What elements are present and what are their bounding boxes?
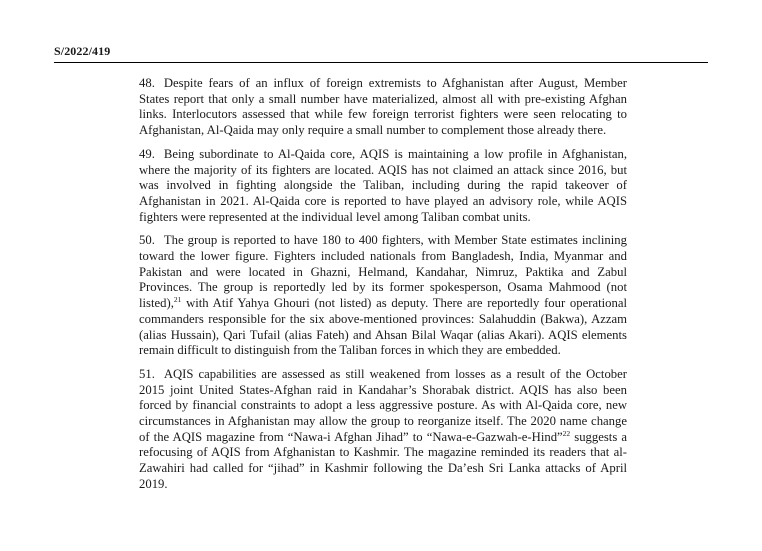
paragraph-text: suggests a refocusing of AQIS from Afghanistan to Kashmir. The magazine reminded its readers that al-Zawahiri had called for “jihad” in Kashmir following the Da’esh Sri Lanka attacks of April 2019. <box>139 429 627 491</box>
footnote-marker[interactable]: 22 <box>562 428 571 438</box>
paragraph-51 <box>139 367 627 493</box>
paragraph-number: 51. <box>139 366 155 381</box>
paragraph-number: 48. <box>139 76 155 90</box>
paragraph-50 <box>139 233 627 359</box>
paragraph-number: 50. <box>139 233 155 248</box>
paragraph-49 <box>139 147 627 226</box>
header-rule <box>54 62 708 63</box>
paragraph-text: Being subordinate to Al-Qaida core, AQIS is maintaining a low profile in Afghanistan, where the majority of its fighters are located. AQIS has not claimed an attack since 2016, but was involved in fighting alongside the Taliban, including during the rapid takeover of Afghanistan in 2021. Al-Qaida core is reported to have played an advisory role, while AQIS fighters were represented at the individual level among Taliban combat units. <box>139 146 627 224</box>
paragraph-text: with Atif Yahya Ghouri (not listed) as deputy. There are reportedly four operational commanders responsible for the six above-mentioned provinces: Salahuddin (Bakwa), Azzam (alias Hussain), Qari Tufail (alias Fateh) and Ahsan Bilal Waqar (alias Akari). AQIS elements remain difficult to distinguish from the Taliban forces in which they are embedded. <box>139 296 627 358</box>
footnote-marker[interactable]: 21 <box>173 294 182 304</box>
paragraph-text: Despite fears of an influx of foreign extremists to Afghanistan after August, Member States report that only a small number have materialized, almost all with pre-existing Afghan links. Interlocutors assessed that while few foreign terrorist fighters were seen relocating to Afghanistan, Al-Qaida may only require a small number to complement those already there. <box>139 76 627 138</box>
paragraph-text: The group is reported to have 180 to 400 fighters, with Member State estimates inclining toward the lower figure. Fighters included nationals from Bangladesh, India, Myanmar and Pakistan and were located in Ghazni, Helmand, Kandahar, Nimruz, Paktika and Zabul Provinces. The group is reportedly led by its former spokesperson, Osama Mahmood (not listed), <box>139 233 627 311</box>
paragraph-48 <box>139 76 627 139</box>
paragraph-text: AQIS capabilities are assessed as still weakened from losses as a result of the October 2015 joint United States-Afghan raid in Kandahar’s Shorabak district. AQIS has also been forced by financial constraints to adopt a less aggressive posture. As with Al-Qaida core, new circumstances in Afghanistan may allow the group to reorganize itself. The 2020 name change of the AQIS magazine from “Nawa-i Afghan Jihad” to “Nawa-e-Gazwah-e-Hind” <box>139 366 627 444</box>
document-body <box>139 76 627 501</box>
paragraph-number: 49. <box>139 146 155 161</box>
document-symbol: S/2022/419 <box>54 44 111 58</box>
